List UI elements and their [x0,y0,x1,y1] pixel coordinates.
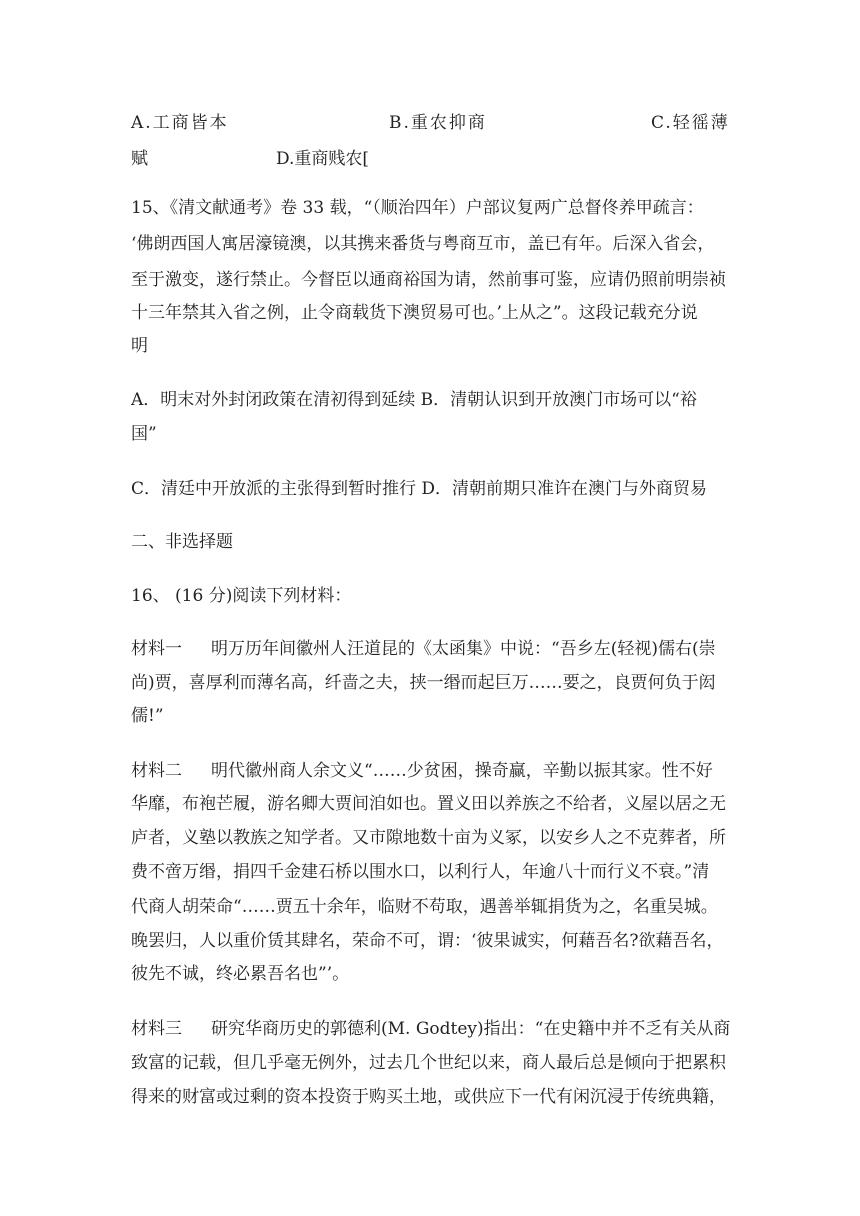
material-three-label: 材料三 [131,1019,182,1039]
material-one-line: 儒!” [131,706,164,726]
q16-intro: 16、 (16 分)阅读下列材料： [131,586,352,606]
material-three-line [131,1017,730,1041]
material-three-line: 致富的记载，但几乎毫无例外，过去几个世纪以来，商人最后总是倾向于把累积 [131,1053,726,1073]
material-two-line: 代商人胡荣命“……贾五十余年，临财不苟取，遇善举辄捐货为之，名重吴城。 [131,897,718,917]
material-two-line: 晚罢归，人以重价赁其肆名，荣命不可，谓：‘彼果诚实，何藉吾名?欲藉吾名， [131,931,724,951]
material-one-text: 明万历年间徽州人汪道昆的《太函集》中说：“吾乡左(轻视)儒右(崇 [211,639,716,659]
q15-line: 至于激变，遂行禁止。今督臣以通商裕国为请，然前事可鉴，应请仍照前明崇祯 [131,270,726,290]
q15-line: ‘佛朗西国人寓居濠镜澳，以其携来番货与粤商互市，盖已有年。后深入省会， [131,234,715,254]
section-heading: 二、非选择题 [131,532,233,552]
q15-options-ab: A．明末对外封闭政策在清初得到延续 B．清朝认识到开放澳门市场可以“裕 [131,390,697,410]
material-one-line [131,637,716,661]
q14-option-a: A.工商皆本 [131,113,229,133]
q14-option-c: C.轻徭薄 [651,113,730,133]
material-two-line: 庐者，义塾以教族之知学者。又市隙地数十亩为义冢，以安乡人之不克葬者，所 [131,828,726,848]
q15-line: 十三年禁其入省之例，止令商载货下澳贸易可也。’上从之”。这段记载充分说 [131,303,698,323]
material-three-line: 得来的财富或过剩的资本投资于购买土地，或供应下一代有闲沉浸于传统典籍， [131,1087,726,1107]
q14-option-b: B.重农抑商 [389,113,487,133]
material-one-line: 尚)贾，喜厚利而薄名高，纤啬之夫，挟一缗而起巨万……要之，良贾何负于闳 [131,673,716,693]
q14-option-d: D.重商贱农[ [276,149,370,169]
material-two-label: 材料二 [131,761,182,781]
q15-line: 15、《清文献通考》卷 33 载，“（顺治四年）户部议复两广总督佟养甲疏言： [131,198,704,218]
material-two-line: 费不啻万缗，捐四千金建石桥以围水口，以利行人，年逾八十而行义不衰。”清 [131,862,710,882]
material-three-text: 研究华商历史的郭德利(M. Godtey)指出：“在史籍中并不乏有关从商 [211,1019,731,1039]
q15-line: 明 [131,336,148,356]
material-one-label: 材料一 [131,639,182,659]
material-two-line: 彼先不诚，终必累吾名也”’。 [131,964,350,984]
material-two-line: 华靡，布袍芒履，游名卿大贾间洎如也。置义田以养族之不给者，义屋以居之无 [131,794,726,814]
material-two-line [131,759,713,783]
material-two-text: 明代徽州商人余文义“……少贫困，操奇赢，辛勤以振其家。性不好 [211,761,713,781]
q15-options-ab-continued: 国” [131,424,157,444]
q14-option-c-continued: 赋 [131,149,148,169]
q15-options-cd: C．清廷中开放派的主张得到暂时推行 D．清朝前期只准许在澳门与外商贸易 [131,479,708,499]
